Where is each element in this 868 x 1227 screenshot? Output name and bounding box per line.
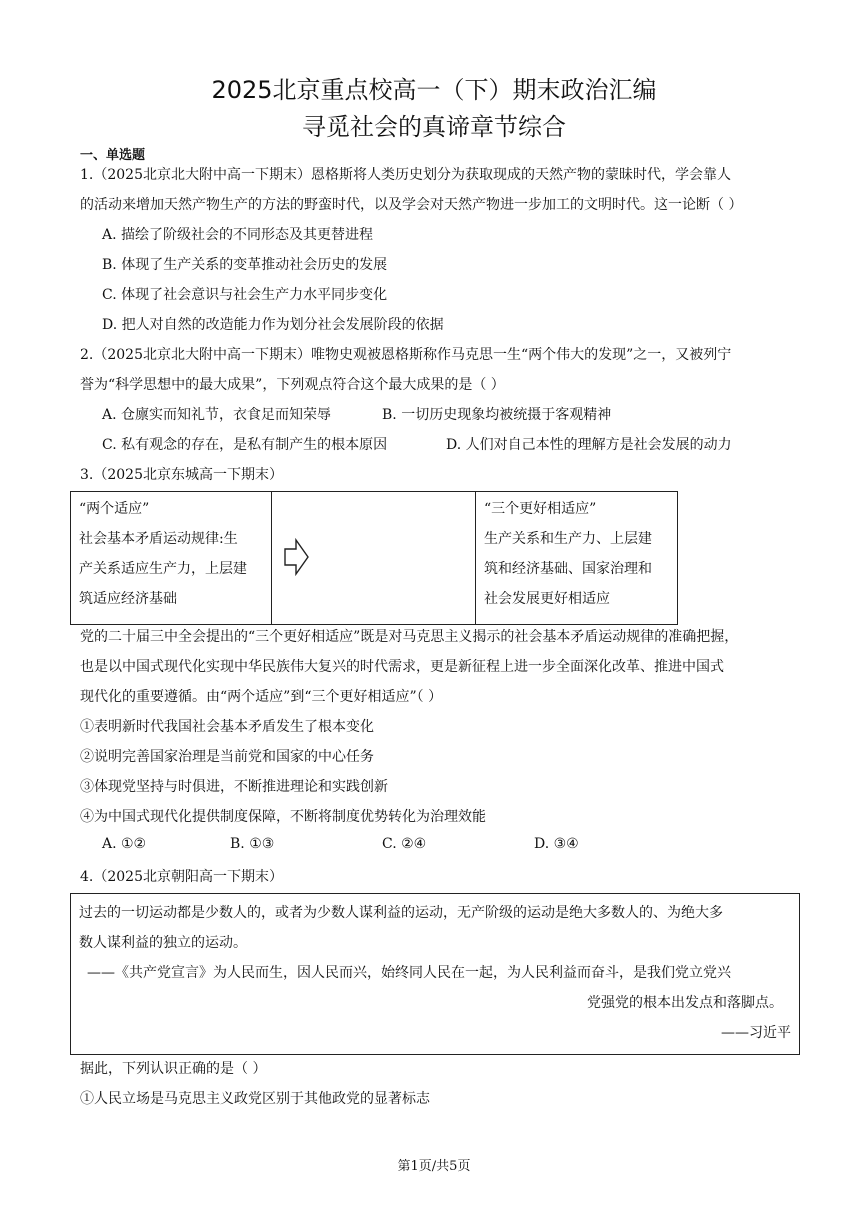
question-1-line-2: 的活动来增加天然产物生产的方法的野蛮时代，以及学会对天然产物进一步加工的文明时代。这一论断（ ）	[80, 197, 743, 213]
question-3-heading: 3.（2025北京东城高一下期末）	[80, 467, 283, 483]
table-text: 产关系适应生产力，上层建	[79, 561, 247, 577]
quotation-box	[70, 893, 800, 1055]
question-3-option-c: C. ②④	[382, 836, 427, 852]
quote-attribution: ——习近平	[721, 1025, 791, 1041]
question-3-statement-3: ③体现党坚持与时俱进，不断推进理论和实践创新	[80, 779, 388, 795]
quote-line-4: 党强党的根本出发点和落脚点。	[587, 995, 783, 1011]
quote-line-3: ——《共产党宣言》为人民而生，因人民而兴，始终同人民在一起，为人民利益而奋斗，是我们党立党兴	[87, 965, 731, 981]
question-3-option-d: D. ③④	[534, 836, 579, 852]
question-1-option-b: B. 体现了生产关系的变革推动社会历史的发展	[102, 257, 388, 273]
table-cell-arrow	[272, 492, 476, 624]
table-text: 社会基本矛盾运动规律:生	[79, 531, 238, 547]
table-cell-three-adaptations	[476, 492, 676, 624]
question-3-statement-4: ④为中国式现代化提供制度保障，不断将制度优势转化为治理效能	[80, 809, 486, 825]
question-1-line-1: 1.（2025北京北大附中高一下期末）恩格斯将人类历史划分为获取现成的天然产物的蒙昧时代，学会靠人	[80, 167, 731, 183]
question-3-statement-1: ①表明新时代我国社会基本矛盾发生了根本变化	[80, 719, 374, 735]
table-cell-two-adaptations	[71, 492, 272, 624]
comparison-table	[70, 491, 678, 625]
section-heading: 一、单选题	[80, 148, 146, 163]
question-4-prompt: 据此，下列认识正确的是（ ）	[80, 1061, 267, 1077]
table-text: 筑和经济基础、国家治理和	[484, 561, 652, 577]
question-2-option-b: B. 一切历史现象均被统摄于客观精神	[382, 407, 612, 423]
table-text: “两个适应”	[79, 501, 150, 517]
question-1-option-c: C. 体现了社会意识与社会生产力水平同步变化	[102, 287, 388, 303]
page-number: 第1页/共5页	[397, 1159, 471, 1174]
document-subtitle: 寻觅社会的真谛章节综合	[302, 113, 566, 141]
question-3-stem-line-1: 党的二十届三中全会提出的“三个更好相适应”既是对马克思主义揭示的社会基本矛盾运动规律的准确把握，	[80, 629, 739, 645]
question-3-stem-line-2: 也是以中国式现代化实现中华民族伟大复兴的时代需求，更是新征程上进一步全面深化改革、推进中国式	[80, 659, 724, 675]
question-2-option-d: D. 人们对自己本性的理解方是社会发展的动力	[446, 437, 732, 453]
table-text: 社会发展更好相适应	[484, 591, 610, 607]
question-1-option-a: A. 描绘了阶级社会的不同形态及其更替进程	[102, 227, 374, 243]
question-4-heading: 4.（2025北京朝阳高一下期末）	[80, 869, 283, 885]
quote-line-2: 数人谋利益的独立的运动。	[79, 935, 247, 951]
question-4-statement-1: ①人民立场是马克思主义政党区别于其他政党的显著标志	[80, 1091, 430, 1107]
question-1-option-d: D. 把人对自然的改造能力作为划分社会发展阶段的依据	[102, 317, 444, 333]
question-3-option-a: A. ①②	[102, 836, 147, 852]
table-text: “三个更好相适应”	[484, 501, 597, 517]
question-3-option-b: B. ①③	[230, 836, 275, 852]
document-title: 2025北京重点校高一（下）期末政治汇编	[211, 76, 657, 104]
question-2-option-a: A. 仓廪实而知礼节，衣食足而知荣辱	[102, 407, 332, 423]
quote-line-1: 过去的一切运动都是少数人的，或者为少数人谋利益的运动，无产阶级的运动是绝大多数人的、为绝大多	[79, 905, 723, 921]
right-arrow-icon	[284, 538, 310, 576]
question-2-option-c: C. 私有观念的存在，是私有制产生的根本原因	[102, 437, 388, 453]
question-2-line-2: 誉为“科学思想中的最大成果”，下列观点符合这个最大成果的是（ ）	[80, 377, 505, 393]
table-text: 筑适应经济基础	[79, 591, 177, 607]
question-2-line-1: 2.（2025北京北大附中高一下期末）唯物史观被恩格斯称作马克思一生“两个伟大的发现”之一，又被列宁	[80, 347, 732, 363]
table-text: 生产关系和生产力、上层建	[484, 531, 652, 547]
question-3-statement-2: ②说明完善国家治理是当前党和国家的中心任务	[80, 749, 374, 765]
question-3-stem-line-3: 现代化的重要遵循。由“两个适应”到“三个更好相适应”（ ）	[80, 689, 443, 705]
